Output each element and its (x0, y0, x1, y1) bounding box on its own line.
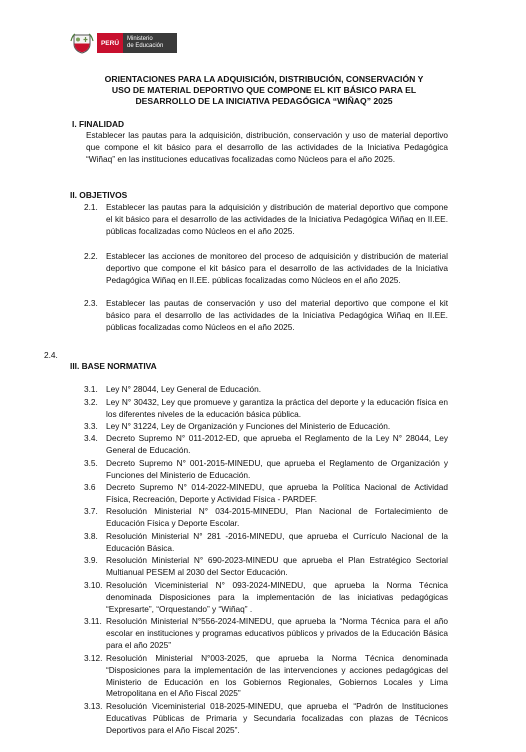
norm-number: 3.1. (84, 384, 98, 394)
norm-text: Decreto Supremo N° 001-2015-MINEDU, que aprueba el Reglamento de Organización y Funciones del Ministerio de Educación. (106, 458, 448, 480)
section-heading-objetivos: II. OBJETIVOS (70, 190, 128, 200)
objective-item (84, 202, 448, 237)
objective-text: Establecer las pautas de conservación y uso del material deportivo que compone el kit básico para el desarrollo de las actividades de la Iniciativa Pedagógica Wiñaq en II.EE. públicas focalizadas como Núcleos en el año 2025. (106, 298, 448, 332)
norm-item (84, 653, 448, 700)
norm-item (84, 701, 448, 736)
norm-number: 3.7. (84, 506, 98, 516)
norm-text: Ley N° 30432, Ley que promueve y garantiza la práctica del deporte y la educación física en los diferentes niveles de la educación básica pública. (106, 397, 448, 419)
norm-number: 3.8. (84, 531, 98, 541)
objective-number: 2.3. (84, 298, 98, 308)
norm-number: 3.11. (84, 616, 102, 626)
ministry-header (70, 30, 177, 56)
norm-text: Resolución Ministerial N° 690-2023-MINEDU que aprueba el Plan Estratégico Sectorial Multianual PESEM al 2030 del Sector Educación. (106, 555, 448, 577)
norm-text: Resolución Ministerial N° 281 -2016-MINEDU, que aprueba el Currículo Nacional de la Educación Básica. (106, 531, 448, 553)
norm-text: Resolución Viceministerial N° 093-2024-MINEDU, que aprueba la Norma Técnica denominada Disposiciones para la implementación de las iniciativas pedagógicas “Expresarte”, “Orquestando” y “Wiñaq” . (106, 580, 448, 614)
norm-item (84, 384, 448, 396)
norm-text: Decreto Supremo N° 014-2022-MINEDU, que aprueba la Política Nacional de Actividad Física, Recreación, Deporte y Actividad Física - PARDEF. (106, 482, 448, 504)
norm-item (84, 421, 448, 433)
norm-number: 3.4. (84, 433, 98, 443)
objective-item (84, 298, 448, 333)
norm-number: 3.2. (84, 397, 98, 407)
norm-text: Resolución Ministerial N°003-2025, que aprueba la Norma Técnica denominada “Disposiciones para la implementación de las intervenciones y acciones pedagógicas del Ministerio de Educación en los Gobiernos Regionales, Gobiernos Locales y Lima Metropolitana en el Año Fiscal 2025” (106, 653, 448, 699)
norm-item (84, 433, 448, 457)
ministry-label (123, 33, 177, 53)
objective-number-2-4: 2.4. (44, 350, 58, 360)
norm-item (84, 616, 448, 651)
norm-text: Resolución Ministerial N° 034-2015-MINEDU, Plan Nacional de Fortalecimiento de Educación Física y Deporte Escolar. (106, 506, 448, 528)
norm-text: Resolución Ministerial N°556-2024-MINEDU, que aprueba la “Norma Técnica para el año escolar en instituciones y programas educativos públicos y privados de la Educación Básica para el año 2025” (106, 616, 448, 650)
title-line-1: ORIENTACIONES PARA LA ADQUISICIÓN, DISTRIBUCIÓN, CONSERVACIÓN Y (104, 74, 424, 84)
norm-text: Ley N° 28044, Ley General de Educación. (106, 384, 262, 394)
title-line-2: USO DE MATERIAL DEPORTIVO QUE COMPONE EL KIT BÁSICO PARA EL (111, 85, 417, 95)
norm-text: Ley N° 31224, Ley de Organización y Funciones del Ministerio de Educación. (106, 421, 391, 431)
finalidad-text: Establecer las pautas para la adquisición, distribución, conservación y uso de material deportivo que compone el kit básico para el desarrollo de las actividades de la Iniciativa Pedagógica “Wiñaq” en las instituciones educativas focalizadas como Núcleos para el año 2025. (86, 130, 448, 164)
section-heading-finalidad: I. FINALIDAD (72, 119, 125, 129)
section-heading-base-normativa: III. BASE NORMATIVA (70, 361, 157, 371)
ministry-line-2: de Educación (127, 43, 164, 49)
objective-number: 2.1. (84, 202, 98, 212)
objective-number: 2.2. (84, 251, 98, 261)
national-seal-icon (70, 31, 94, 55)
norm-item (84, 531, 448, 555)
norm-item (84, 506, 448, 530)
norm-item (84, 580, 448, 615)
norm-number: 3.12. (84, 653, 103, 663)
peru-label: PERÚ (97, 33, 123, 53)
title-line-3: DESARROLLO DE LA INICIATIVA PEDAGÓGICA “WIÑAQ” 2025 (135, 96, 393, 106)
objective-text: Establecer las pautas para la adquisición y distribución de material deportivo que compone el kit básico para el desarrollo de las actividades de la Iniciativa Pedagógica Wiñaq en II.EE. públicas focalizadas como Núcleos en el año 2025. (106, 202, 448, 236)
norm-number: 3.13. (84, 701, 103, 711)
norm-item (84, 482, 448, 506)
norm-item (84, 397, 448, 421)
norm-number: 3.6 (84, 482, 96, 492)
objective-item (84, 251, 448, 286)
norm-item (84, 458, 448, 482)
norm-number: 3.3. (84, 421, 98, 431)
ministry-line-1: Ministerio (127, 36, 153, 42)
norm-number: 3.5. (84, 458, 98, 468)
norm-number: 3.9. (84, 555, 98, 565)
norm-number: 3.10. (84, 580, 103, 590)
objective-text: Establecer las acciones de monitoreo del proceso de adquisición y distribución de material deportivo que compone el kit básico para el desarrollo de las actividades de la Iniciativa Pedagógica Wiñaq en II.EE. públicas focalizadas como Núcleos en el año 2025. (106, 251, 448, 285)
document-title (60, 74, 468, 107)
norm-text: Resolución Viceministerial 018-2025-MINEDU, que aprueba el “Padrón de Instituciones Educativas Públicas de Primaria y Secundaria focalizadas con plazas de Técnicos Deportivos para el Año Fiscal 2025”. (106, 701, 448, 735)
norm-item (84, 555, 448, 579)
norm-text: Decreto Supremo N° 011-2012-ED, que aprueba el Reglamento de la Ley N° 28044, Ley General de Educación. (106, 433, 448, 455)
